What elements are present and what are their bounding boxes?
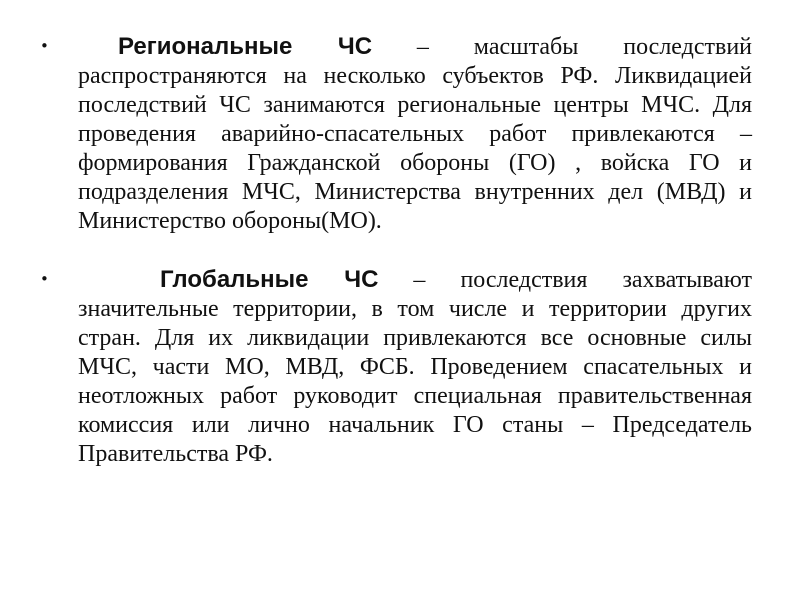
bullet-icon: • [40, 37, 49, 55]
bullet-icon: • [40, 270, 49, 288]
term-global: Глобальные ЧС [160, 266, 379, 293]
definition-regional: – масштабы последствий распространяются на несколько субъектов РФ. Ликвидацией последствий ЧС занимаются региональные центры МЧС. Для проведения аварийно-спасательных работ привлекаются – формирования Гражданской обороны (ГО) , войска ГО и подразделения МЧС, Министерства внутренних дел (МВД) и Министерство обороны(МО). [78, 34, 752, 234]
term-regional: Региональные ЧС [118, 33, 373, 60]
bullet-item-regional [40, 32, 752, 236]
bullet-item-global [40, 265, 752, 469]
definition-global: – последствия захватывают значительные территории, в том числе и территории других стран. Для их ликвидации привлекаются все основные силы МЧС, части МО, МВД, ФСБ. Проведением спасательных и неотложных работ руководит специальная правительственная комиссия или лично начальник ГО станы – Председатель Правительства РФ. [78, 267, 752, 467]
